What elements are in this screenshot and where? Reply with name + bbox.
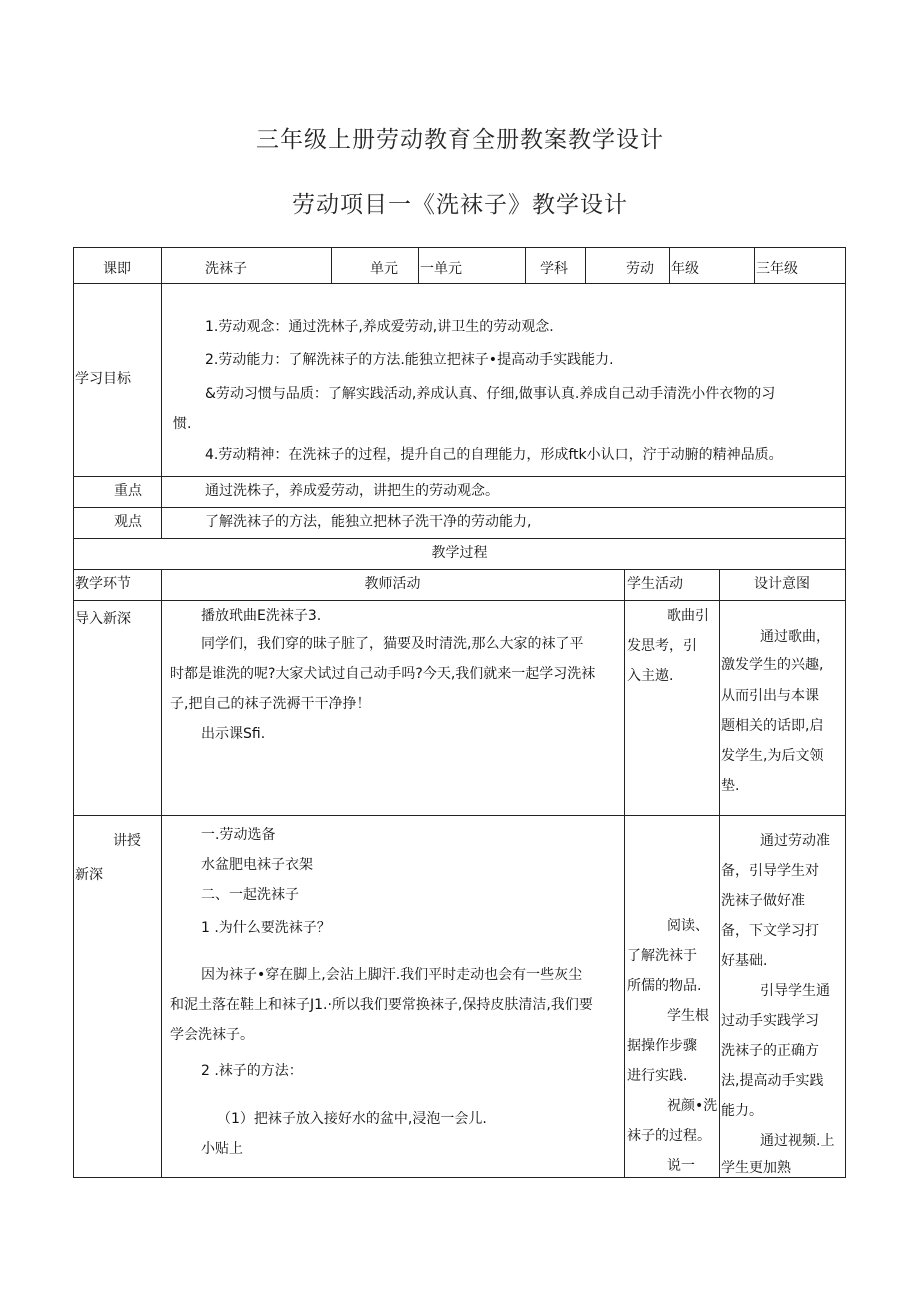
objectives-label: 学习目标 bbox=[75, 371, 131, 387]
subject-label: 学科 bbox=[540, 261, 568, 277]
lecture-teacher-line: 因为袜子•穿在脚上,会沾上脚汗.我们平时走动也会有一些灰尘 bbox=[201, 967, 583, 983]
table-rule bbox=[73, 815, 846, 816]
intro-teacher-line: 出示课Sfi. bbox=[201, 726, 266, 742]
table-rule bbox=[585, 247, 586, 283]
table-rule bbox=[845, 247, 846, 1178]
lecture-teacher-line: 学会洗袜子。 bbox=[170, 1027, 254, 1043]
intro-teacher-line: 播放玳曲E洗袜子3. bbox=[201, 608, 322, 624]
table-rule bbox=[73, 247, 74, 1178]
lecture-stage: 新深 bbox=[75, 867, 103, 883]
lecture-design-line: 洗袜子的正确方 bbox=[721, 1043, 819, 1059]
table-rule bbox=[669, 247, 670, 283]
intro-teacher-line: 子,把自己的袜子洗褥干干净挣！ bbox=[170, 696, 371, 712]
table-rule bbox=[73, 507, 846, 508]
table-rule bbox=[525, 247, 526, 283]
intro-design-line: 题相关的话即,启 bbox=[721, 718, 824, 734]
table-rule bbox=[754, 247, 755, 283]
key-point-label: 重点 bbox=[114, 483, 142, 499]
lecture-design-line: 通过视频.上 bbox=[760, 1133, 835, 1149]
intro-student-line: 歌曲引 bbox=[667, 608, 709, 624]
table-rule bbox=[719, 569, 720, 1178]
grade-label: 年级 bbox=[671, 261, 699, 277]
lecture-student-line: 说一 bbox=[667, 1158, 695, 1174]
lecture-design-line: 备，引导学生对 bbox=[721, 863, 819, 879]
lecture-design-line: 法,提高动手实践 bbox=[721, 1073, 824, 1089]
lesson-value: 洗袜子 bbox=[205, 261, 247, 277]
grade-value: 三年级 bbox=[756, 261, 798, 277]
lecture-teacher-line: 和泥土落在鞋上和袜子J1.·所以我们要常换袜子,保持皮肤清洁,我们要 bbox=[170, 997, 593, 1013]
lecture-student-line: 了解洗袜于 bbox=[627, 948, 697, 964]
lesson-label: 课即 bbox=[103, 261, 131, 277]
objective-item: 惯. bbox=[173, 416, 192, 432]
document-subtitle: 劳动项目一《洗袜子》教学设计 bbox=[292, 192, 628, 218]
lecture-student-line: 进行实践. bbox=[627, 1068, 688, 1084]
table-rule bbox=[161, 569, 162, 1178]
intro-teacher-line: 同学们，我们穿的昧子脏了，猫要及时清洗,那么大家的袜了平 bbox=[201, 636, 584, 652]
table-rule bbox=[73, 247, 846, 248]
table-rule bbox=[331, 247, 332, 283]
table-rule bbox=[73, 283, 846, 284]
lecture-design-line: 洗袜子做好准 bbox=[721, 893, 805, 909]
lecture-teacher-line: 一.劳动选备 bbox=[201, 827, 276, 843]
intro-student-line: 入主遨. bbox=[627, 668, 674, 684]
intro-design-line: 发学生,为后文领 bbox=[721, 748, 824, 764]
lecture-design-line: 好基础. bbox=[721, 953, 768, 969]
lecture-student-line: 据操作步骤 bbox=[627, 1038, 697, 1054]
table-rule bbox=[73, 600, 846, 601]
intro-design-line: 从而引出与本课 bbox=[721, 688, 819, 704]
lecture-student-line: 所儒的物品. bbox=[627, 978, 702, 994]
lecture-design-line: 能力。 bbox=[721, 1103, 763, 1119]
lecture-student-line: 学生根 bbox=[667, 1008, 709, 1024]
lecture-student-line: 阅读、 bbox=[667, 918, 709, 934]
lecture-stage: 讲授 bbox=[113, 833, 141, 849]
lecture-student-line: 祝颜•洗 bbox=[667, 1098, 718, 1114]
col-student-header: 学生活动 bbox=[627, 576, 683, 592]
intro-design-line: 激发学生的兴趣, bbox=[721, 657, 824, 673]
intro-design-line: 垫. bbox=[721, 778, 740, 794]
document-title: 三年级上册劳动教育全册教案教学设计 bbox=[256, 127, 664, 153]
unit-value: 一单元 bbox=[420, 261, 462, 277]
unit-label: 单元 bbox=[370, 261, 398, 277]
intro-stage: 导入新深 bbox=[75, 611, 131, 627]
lecture-student-line: 袜子的过程。 bbox=[627, 1128, 711, 1144]
objective-item: 2.劳动能力：了解洗袜子的方法.能独立把袜子•提高动手实践能力. bbox=[205, 352, 614, 368]
col-design-header: 设计意图 bbox=[754, 576, 810, 592]
lecture-teacher-line: 2 .袜子的方法： bbox=[201, 1063, 303, 1079]
difficulty-label: 观点 bbox=[114, 514, 142, 530]
objective-item: &劳动习惯与品质：了解实践活动,养成认真、仔细,做事认真.养成自己动手清洗小件衣物的习 bbox=[205, 386, 776, 402]
table-rule bbox=[418, 247, 419, 283]
intro-student-line: 发思考，引 bbox=[627, 638, 697, 654]
lecture-design-line: 学生更加熟 bbox=[721, 1160, 791, 1176]
col-teacher-header: 教师活动 bbox=[364, 576, 421, 592]
table-rule bbox=[73, 476, 846, 477]
lecture-teacher-line: （1）把袜子放入接好水的盆中,浸泡一会儿. bbox=[217, 1111, 487, 1127]
lecture-design-line: 过动手实践学习 bbox=[721, 1013, 819, 1029]
lecture-teacher-line: 水盆肥电袜子衣架 bbox=[201, 857, 313, 873]
table-rule bbox=[624, 569, 625, 1178]
objective-item: 1.劳动观念：通过洗林子,养成爱劳动,讲卫生的劳动观念. bbox=[205, 319, 554, 335]
intro-design-line: 通过歌曲， bbox=[760, 629, 830, 645]
process-title: 教学过程 bbox=[431, 545, 488, 561]
lecture-teacher-line: 1 .为什么要洗袜子？ bbox=[201, 920, 331, 936]
lecture-teacher-line: 二、一起洗袜子 bbox=[201, 887, 299, 903]
lecture-design-line: 备，下文学习打 bbox=[721, 923, 819, 939]
col-stage-header: 教学环节 bbox=[75, 576, 131, 592]
table-rule bbox=[161, 247, 162, 283]
lecture-design-line: 通过劳动准 bbox=[760, 833, 830, 849]
table-rule bbox=[73, 538, 846, 539]
difficulty-text: 了解洗袜子的方法，能独立把林子洗干净的劳动能力, bbox=[205, 514, 532, 530]
objective-item: 4.劳动精神：在洗袜子的过程，提升自己的自理能力，形成ftk小认口，泞于动腑的精神品质。 bbox=[205, 447, 783, 463]
lecture-design-line: 引导学生通 bbox=[760, 983, 830, 999]
intro-teacher-line: 时都是谁洗的呢?大家犬试过自己动手吗?今天,我们就来一起学习洗袜 bbox=[170, 666, 596, 682]
lecture-teacher-line: 小贴上 bbox=[201, 1141, 243, 1157]
subject-value: 劳动 bbox=[626, 261, 654, 277]
key-point-text: 通过洗株子，养成爱劳动，讲把生的劳动观念。 bbox=[205, 483, 499, 499]
table-rule bbox=[73, 569, 846, 570]
